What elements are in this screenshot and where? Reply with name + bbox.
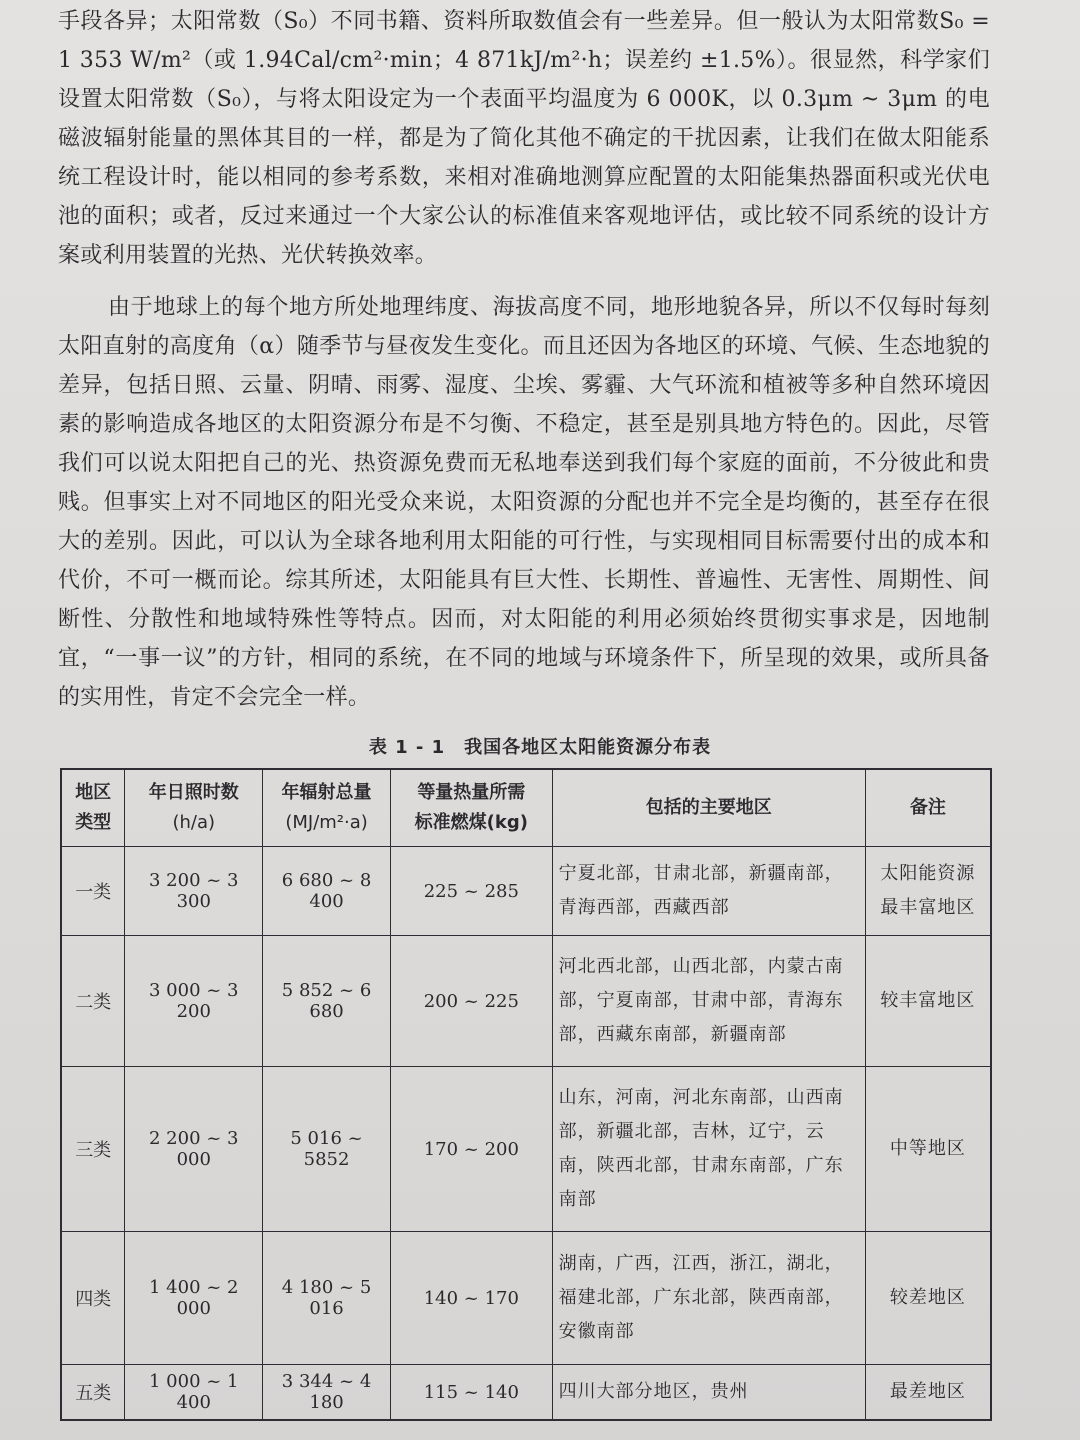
cell-main-areas: 山东，河南，河北东南部，山西南部，新疆北部，吉林，辽宁，云南，陕西北部，甘肃东南部，广东南部	[552, 1067, 865, 1232]
cell-note: 较差地区	[865, 1232, 991, 1365]
table-row	[61, 936, 991, 1067]
cell-equivalent-coal: 200 ~ 225	[391, 936, 553, 1067]
cell-region-type: 五类	[61, 1365, 125, 1421]
table-row	[61, 847, 991, 936]
table-row	[61, 1232, 991, 1365]
table-row	[61, 1365, 991, 1421]
cell-equivalent-coal: 170 ~ 200	[391, 1067, 553, 1232]
header-region-type	[61, 769, 125, 847]
header-note: 备注	[865, 769, 991, 847]
body-paragraph-1: 手段各异；太阳常数（S₀）不同书籍、资料所取数值会有一些差异。但一般认为太阳常数S₀ = 1 353 W/m²（或 1.94Cal/cm²·min；4 871kJ/m²·h；误差约 ±1.5%）。很显然，科学家们设置太阳常数（S₀），与将太阳设定为一个表面平均温度为 6 000K，以 0.3μm ~ 3μm 的电磁波辐射能量的黑体其目的一样，都是为了简化其他不确定的干扰因素，让我们在做太阳能系统工程设计时，能以相同的参考系数，来相对准确地测算应配置的太阳能集热器面积或光伏电池的面积；或者，反过来通过一个大家公认的标准值来客观地评估，或比较不同系统的设计方案或利用装置的光热、光伏转换效率。	[58, 9, 990, 268]
header-annual-radiation	[263, 769, 391, 847]
header-equivalent-coal-line1: 等量热量所需	[417, 782, 526, 803]
table-row	[61, 1067, 991, 1232]
cell-equivalent-coal: 140 ~ 170	[391, 1232, 553, 1365]
solar-resource-table	[60, 768, 992, 1421]
header-annual-radiation-unit: (MJ/m²·a)	[285, 812, 368, 833]
header-region-type-line2: 类型	[75, 812, 112, 833]
header-main-areas: 包括的主要地区	[552, 769, 865, 847]
header-equivalent-coal	[391, 769, 553, 847]
cell-annual-radiation: 4 180 ~ 5 016	[263, 1232, 391, 1365]
cell-note: 中等地区	[865, 1067, 991, 1232]
cell-note: 较丰富地区	[865, 936, 991, 1067]
cell-main-areas: 河北西北部，山西北部，内蒙古南部，宁夏南部，甘肃中部，青海东部，西藏东南部，新疆南部	[552, 936, 865, 1067]
cell-sunshine-hours: 3 200 ~ 3 300	[125, 847, 263, 936]
cell-sunshine-hours: 1 400 ~ 2 000	[125, 1232, 263, 1365]
header-annual-radiation-line1: 年辐射总量	[281, 782, 372, 803]
header-sunshine-hours	[125, 769, 263, 847]
cell-annual-radiation: 6 680 ~ 8 400	[263, 847, 391, 936]
header-sunshine-hours-line1: 年日照时数	[148, 782, 239, 803]
cell-main-areas: 四川大部分地区，贵州	[552, 1365, 865, 1421]
cell-region-type: 二类	[61, 936, 125, 1067]
cell-sunshine-hours: 1 000 ~ 1 400	[125, 1365, 263, 1421]
cell-note: 太阳能资源最丰富地区	[865, 847, 991, 936]
cell-note: 最差地区	[865, 1365, 991, 1421]
cell-region-type: 一类	[61, 847, 125, 936]
header-region-type-line1: 地区	[75, 782, 112, 803]
body-paragraph-2: 由于地球上的每个地方所处地理纬度、海拔高度不同，地形地貌各异，所以不仅每时每刻太阳直射的高度角（α）随季节与昼夜发生变化。而且还因为各地区的环境、气候、生态地貌的差异，包括日照、云量、阴晴、雨雾、湿度、尘埃、雾霾、大气环流和植被等多种自然环境因素的影响造成各地区的太阳资源分布是不匀衡、不稳定，甚至是别具地方特色的。因此，尽管我们可以说太阳把自己的光、热资源免费而无私地奉送到我们每个家庭的面前，不分彼此和贵贱。但事实上对不同地区的阳光受众来说，太阳资源的分配也并不完全是均衡的，甚至存在很大的差别。因此，可以认为全球各地利用太阳能的可行性，与实现相同目标需要付出的成本和代价，不可一概而论。综其所述，太阳能具有巨大性、长期性、普遍性、无害性、周期性、间断性、分散性和地域特殊性等特点。因而，对太阳能的利用必须始终贯彻实事求是，因地制宜，“一事一议”的方针，相同的系统，在不同的地域与环境条件下，所呈现的效果，或所具备的实用性，肯定不会完全一样。	[58, 295, 990, 710]
cell-sunshine-hours: 3 000 ~ 3 200	[125, 936, 263, 1067]
cell-sunshine-hours: 2 200 ~ 3 000	[125, 1067, 263, 1232]
cell-equivalent-coal: 225 ~ 285	[391, 847, 553, 936]
table-caption: 表 1 - 1 我国各地区太阳能资源分布表	[368, 737, 712, 758]
cell-equivalent-coal: 115 ~ 140	[391, 1365, 553, 1421]
cell-annual-radiation: 5 852 ~ 6 680	[263, 936, 391, 1067]
cell-annual-radiation: 5 016 ~ 5852	[263, 1067, 391, 1232]
cell-annual-radiation: 3 344 ~ 4 180	[263, 1365, 391, 1421]
cell-main-areas: 湖南，广西，江西，浙江，湖北，福建北部，广东北部，陕西南部，安徽南部	[552, 1232, 865, 1365]
cell-region-type: 四类	[61, 1232, 125, 1365]
cell-region-type: 三类	[61, 1067, 125, 1232]
header-sunshine-hours-unit: (h/a)	[172, 812, 216, 833]
table-header-row	[61, 769, 991, 847]
cell-main-areas: 宁夏北部，甘肃北部，新疆南部，青海西部，西藏西部	[552, 847, 865, 936]
header-equivalent-coal-line2: 标准燃煤(kg)	[414, 812, 528, 833]
